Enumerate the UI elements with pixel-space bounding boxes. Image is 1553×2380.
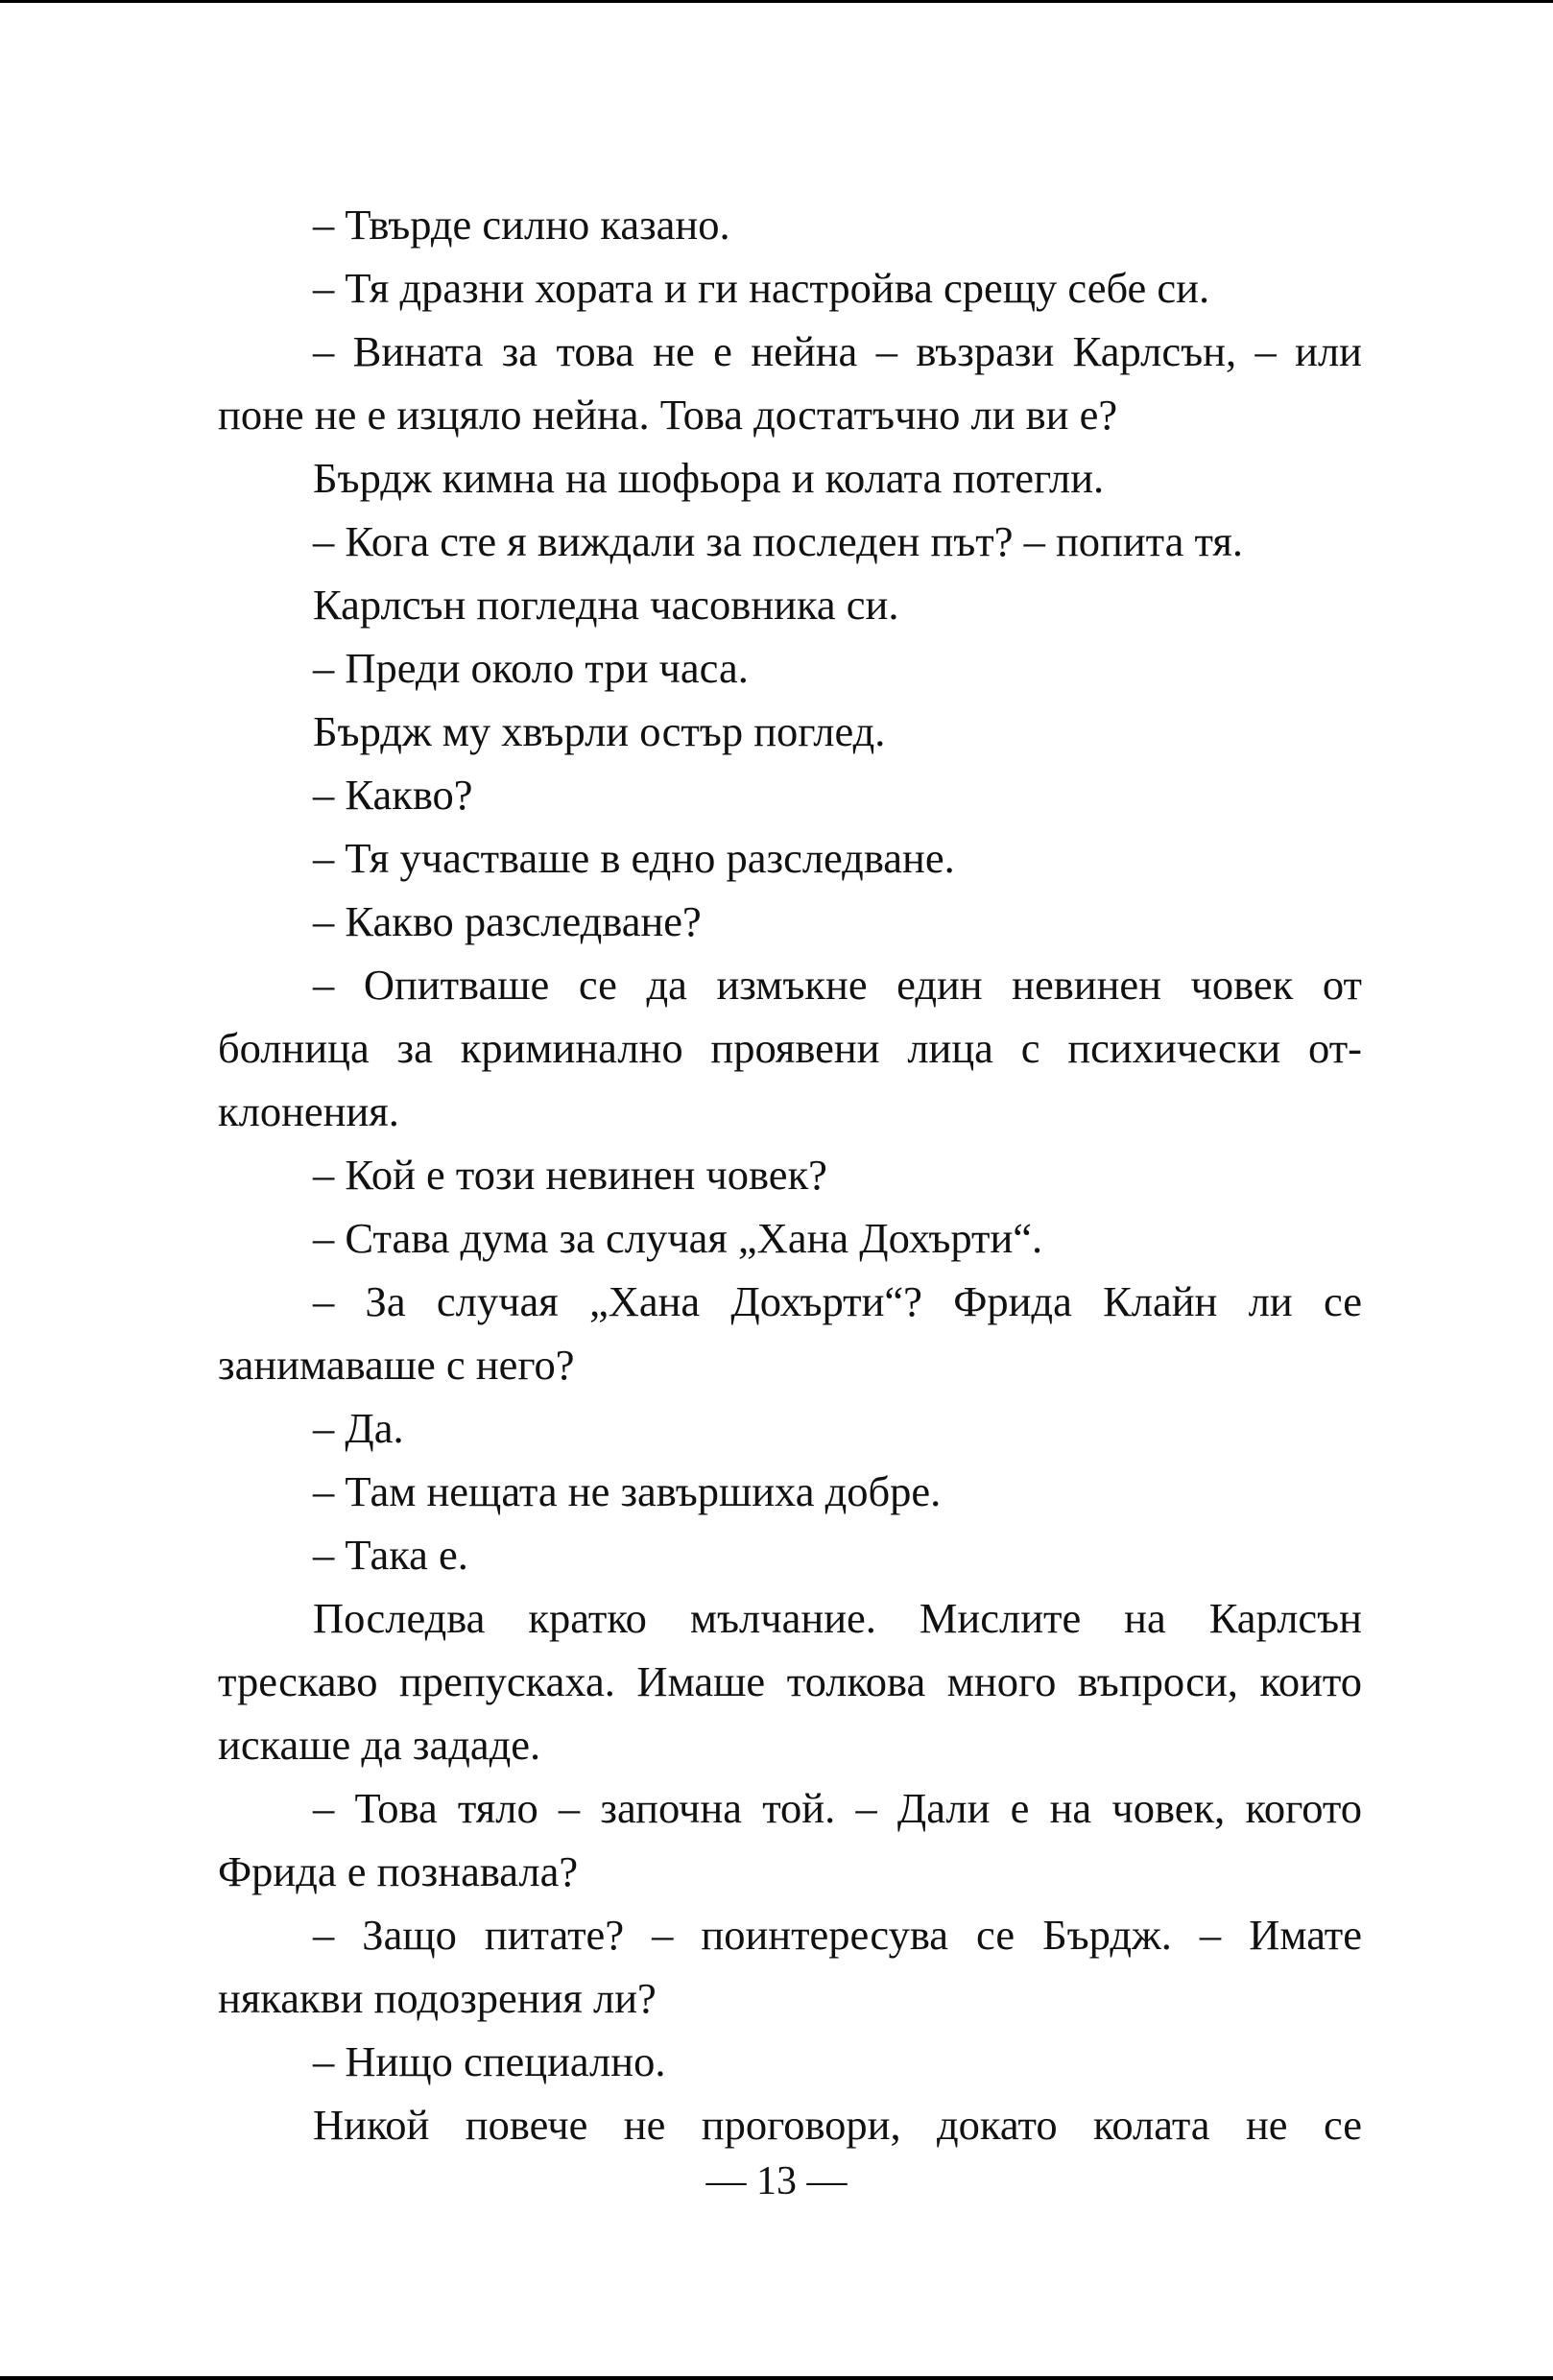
paragraph: Никой повече не проговори, докато колата не се <box>313 2101 1362 2149</box>
paragraph: Бърдж кимна на шофьора и колата потегли. <box>313 454 1105 502</box>
paragraph: – Твърде силно казано. <box>313 201 730 249</box>
paragraph: – Става дума за случая „Хана Дохърти“. <box>313 1214 1043 1262</box>
paragraph: – Преди около три часа. <box>313 644 749 692</box>
paragraph: – Така е. <box>313 1531 468 1579</box>
paragraph: – Тя дразни хората и ги настройва срещу себе си. <box>313 264 1210 312</box>
paragraph: Бърдж му хвърли остър поглед. <box>313 707 886 755</box>
paragraph: – Какво разследване? <box>313 897 702 945</box>
paragraph: – Нищо специално. <box>313 2037 666 2085</box>
paragraph: – Вината за това не е нейна – възрази Карлсън, – или поне не е изцяло нейна. Това достатъчно ли ви е? <box>218 327 1362 439</box>
bottom-border-line <box>0 2376 1553 2380</box>
paragraph: – Какво? <box>313 771 473 819</box>
paragraph: – Опитваше се да измъкне един невинен човек от болница за криминално проявени лица с психически отклонения. <box>218 961 1362 1135</box>
page-number: — 13 — <box>705 2159 848 2203</box>
paragraph: Последва кратко мълчание. Мислите на Карлсън трескаво препускаха. Имаше толкова много въпроси, които искаше да зададе. <box>218 1594 1362 1769</box>
paragraph: – За случая „Хана Дохърти“? Фрида Клайн ли се занимаваше с него? <box>218 1277 1362 1389</box>
paragraph: – Кога сте я виждали за последен път? – попита тя. <box>313 517 1244 565</box>
paragraph: – Кой е този невинен човек? <box>313 1151 827 1199</box>
body-text <box>218 193 1362 2156</box>
paragraph: – Да. <box>313 1404 404 1452</box>
paragraph: – Защо питате? – поинтересува се Бърдж. – Имате някакви подозрения ли? <box>218 1911 1362 2022</box>
paragraph: Карлсън погледна часовника си. <box>313 581 899 629</box>
paragraph: – Там нещата не завършиха добре. <box>313 1467 942 1515</box>
paragraph: – Това тяло – започна той. – Дали е на човек, когото Фрида е познавала? <box>218 1784 1362 1895</box>
top-border-line <box>0 0 1553 3</box>
paragraph: – Тя участваше в едно разследване. <box>313 834 955 882</box>
